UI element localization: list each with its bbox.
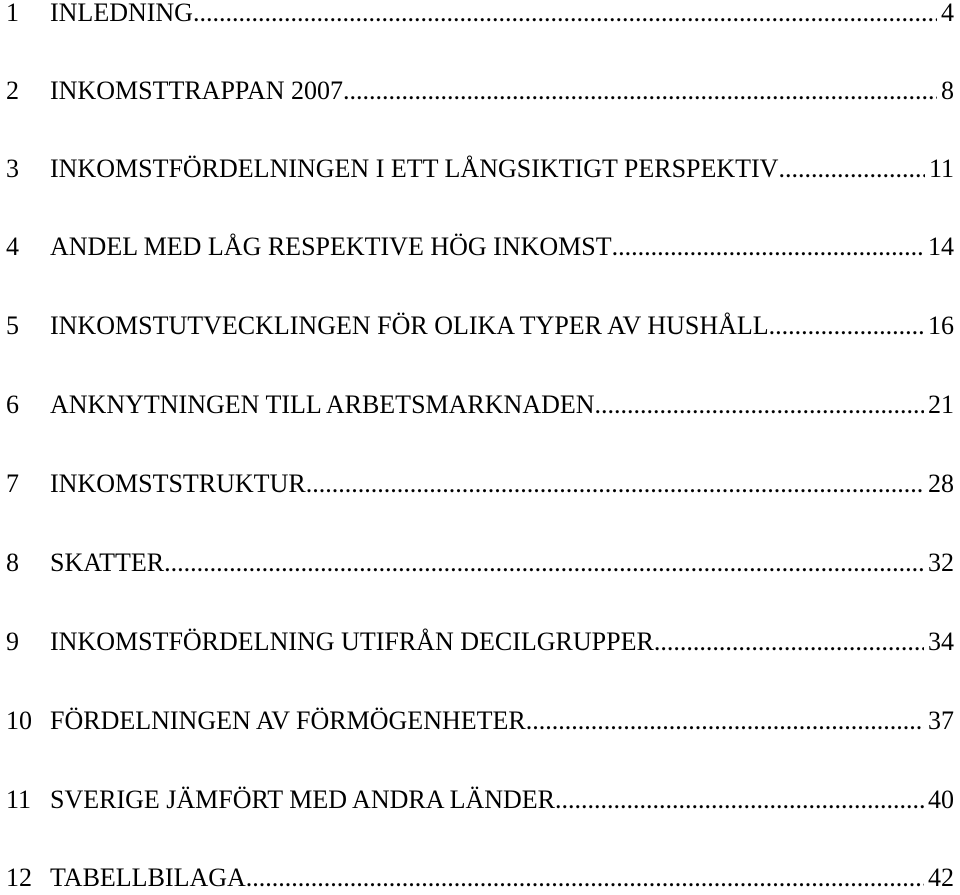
toc-entry-number: 2 (6, 76, 19, 105)
toc-entry-number: 4 (6, 232, 19, 261)
toc-entry-title: ANKNYTNINGEN TILL ARBETSMARKNADEN (50, 390, 595, 419)
toc-leader-dots (555, 783, 924, 817)
toc-leader-dots (595, 388, 924, 422)
toc-entry-title: INKOMSTFÖRDELNINGEN I ETT LÅNGSIKTIGT PERSPEKTIV (50, 154, 779, 183)
toc-entry-title: SVERIGE JÄMFÖRT MED ANDRA LÄNDER (50, 785, 556, 814)
toc-entry-title: INKOMSTUTVECKLINGEN FÖR OLIKA TYPER AV HUSHÅLL (50, 311, 769, 340)
toc-entry-number: 7 (6, 469, 19, 498)
toc-leader-dots (306, 467, 924, 501)
toc-entry-title: ANDEL MED LÅG RESPEKTIVE HÖG INKOMST (50, 232, 612, 261)
toc-leader-dots (612, 230, 924, 264)
toc-entry-page: 42 (928, 863, 954, 892)
toc-entry-8[interactable] (6, 546, 954, 580)
toc-entry-title: INKOMSTTRAPPAN 2007 (50, 76, 344, 105)
toc-entry-number: 8 (6, 548, 19, 577)
toc-entry-page: 40 (928, 785, 954, 814)
toc-entry-7[interactable] (6, 467, 954, 501)
toc-entry-3[interactable] (6, 152, 954, 186)
toc-entry-10[interactable] (6, 704, 954, 738)
toc-entry-9[interactable] (6, 625, 954, 659)
toc-entry-5[interactable] (6, 309, 954, 343)
toc-entry-page: 32 (928, 548, 954, 577)
toc-entry-1[interactable] (6, 0, 954, 30)
toc-entry-page: 16 (928, 311, 954, 340)
toc-entry-page: 14 (928, 232, 954, 261)
toc-entry-page: 34 (928, 627, 954, 656)
toc-leader-dots (654, 625, 924, 659)
toc-entry-title: FÖRDELNINGEN AV FÖRMÖGENHETER (50, 706, 526, 735)
toc-entry-2[interactable] (6, 74, 954, 108)
toc-entry-title: INLEDNING (50, 0, 193, 27)
toc-entry-number: 6 (6, 390, 19, 419)
toc-leader-dots (193, 0, 937, 30)
toc-entry-number: 1 (6, 0, 19, 27)
toc-entry-page: 21 (928, 390, 954, 419)
toc-entry-number: 10 (6, 706, 32, 735)
toc-entry-page: 37 (928, 706, 954, 735)
toc-leader-dots (164, 546, 924, 580)
toc-entry-title: INKOMSTSTRUKTUR (50, 469, 306, 498)
toc-leader-dots (526, 704, 924, 738)
toc-entry-page: 8 (941, 76, 954, 105)
toc-entry-number: 11 (6, 785, 32, 814)
toc-entry-title: TABELLBILAGA (50, 863, 246, 892)
toc-entry-12[interactable] (6, 861, 954, 895)
toc-entry-11[interactable] (6, 783, 954, 817)
toc-entry-title: SKATTER (50, 548, 165, 577)
toc-leader-dots (769, 309, 924, 343)
toc-leader-dots (778, 152, 924, 186)
toc-entry-number: 5 (6, 311, 19, 340)
toc-entry-page: 11 (928, 154, 954, 183)
toc-entry-number: 3 (6, 154, 19, 183)
toc-entry-6[interactable] (6, 388, 954, 422)
toc-leader-dots (343, 74, 937, 108)
toc-entry-number: 12 (6, 863, 32, 892)
toc-entry-title: INKOMSTFÖRDELNING UTIFRÅN DECILGRUPPER (50, 627, 654, 656)
toc-entry-4[interactable] (6, 230, 954, 264)
toc-leader-dots (246, 861, 924, 895)
toc-entry-page: 28 (928, 469, 954, 498)
toc-entry-number: 9 (6, 627, 19, 656)
toc-entry-page: 4 (941, 0, 954, 27)
